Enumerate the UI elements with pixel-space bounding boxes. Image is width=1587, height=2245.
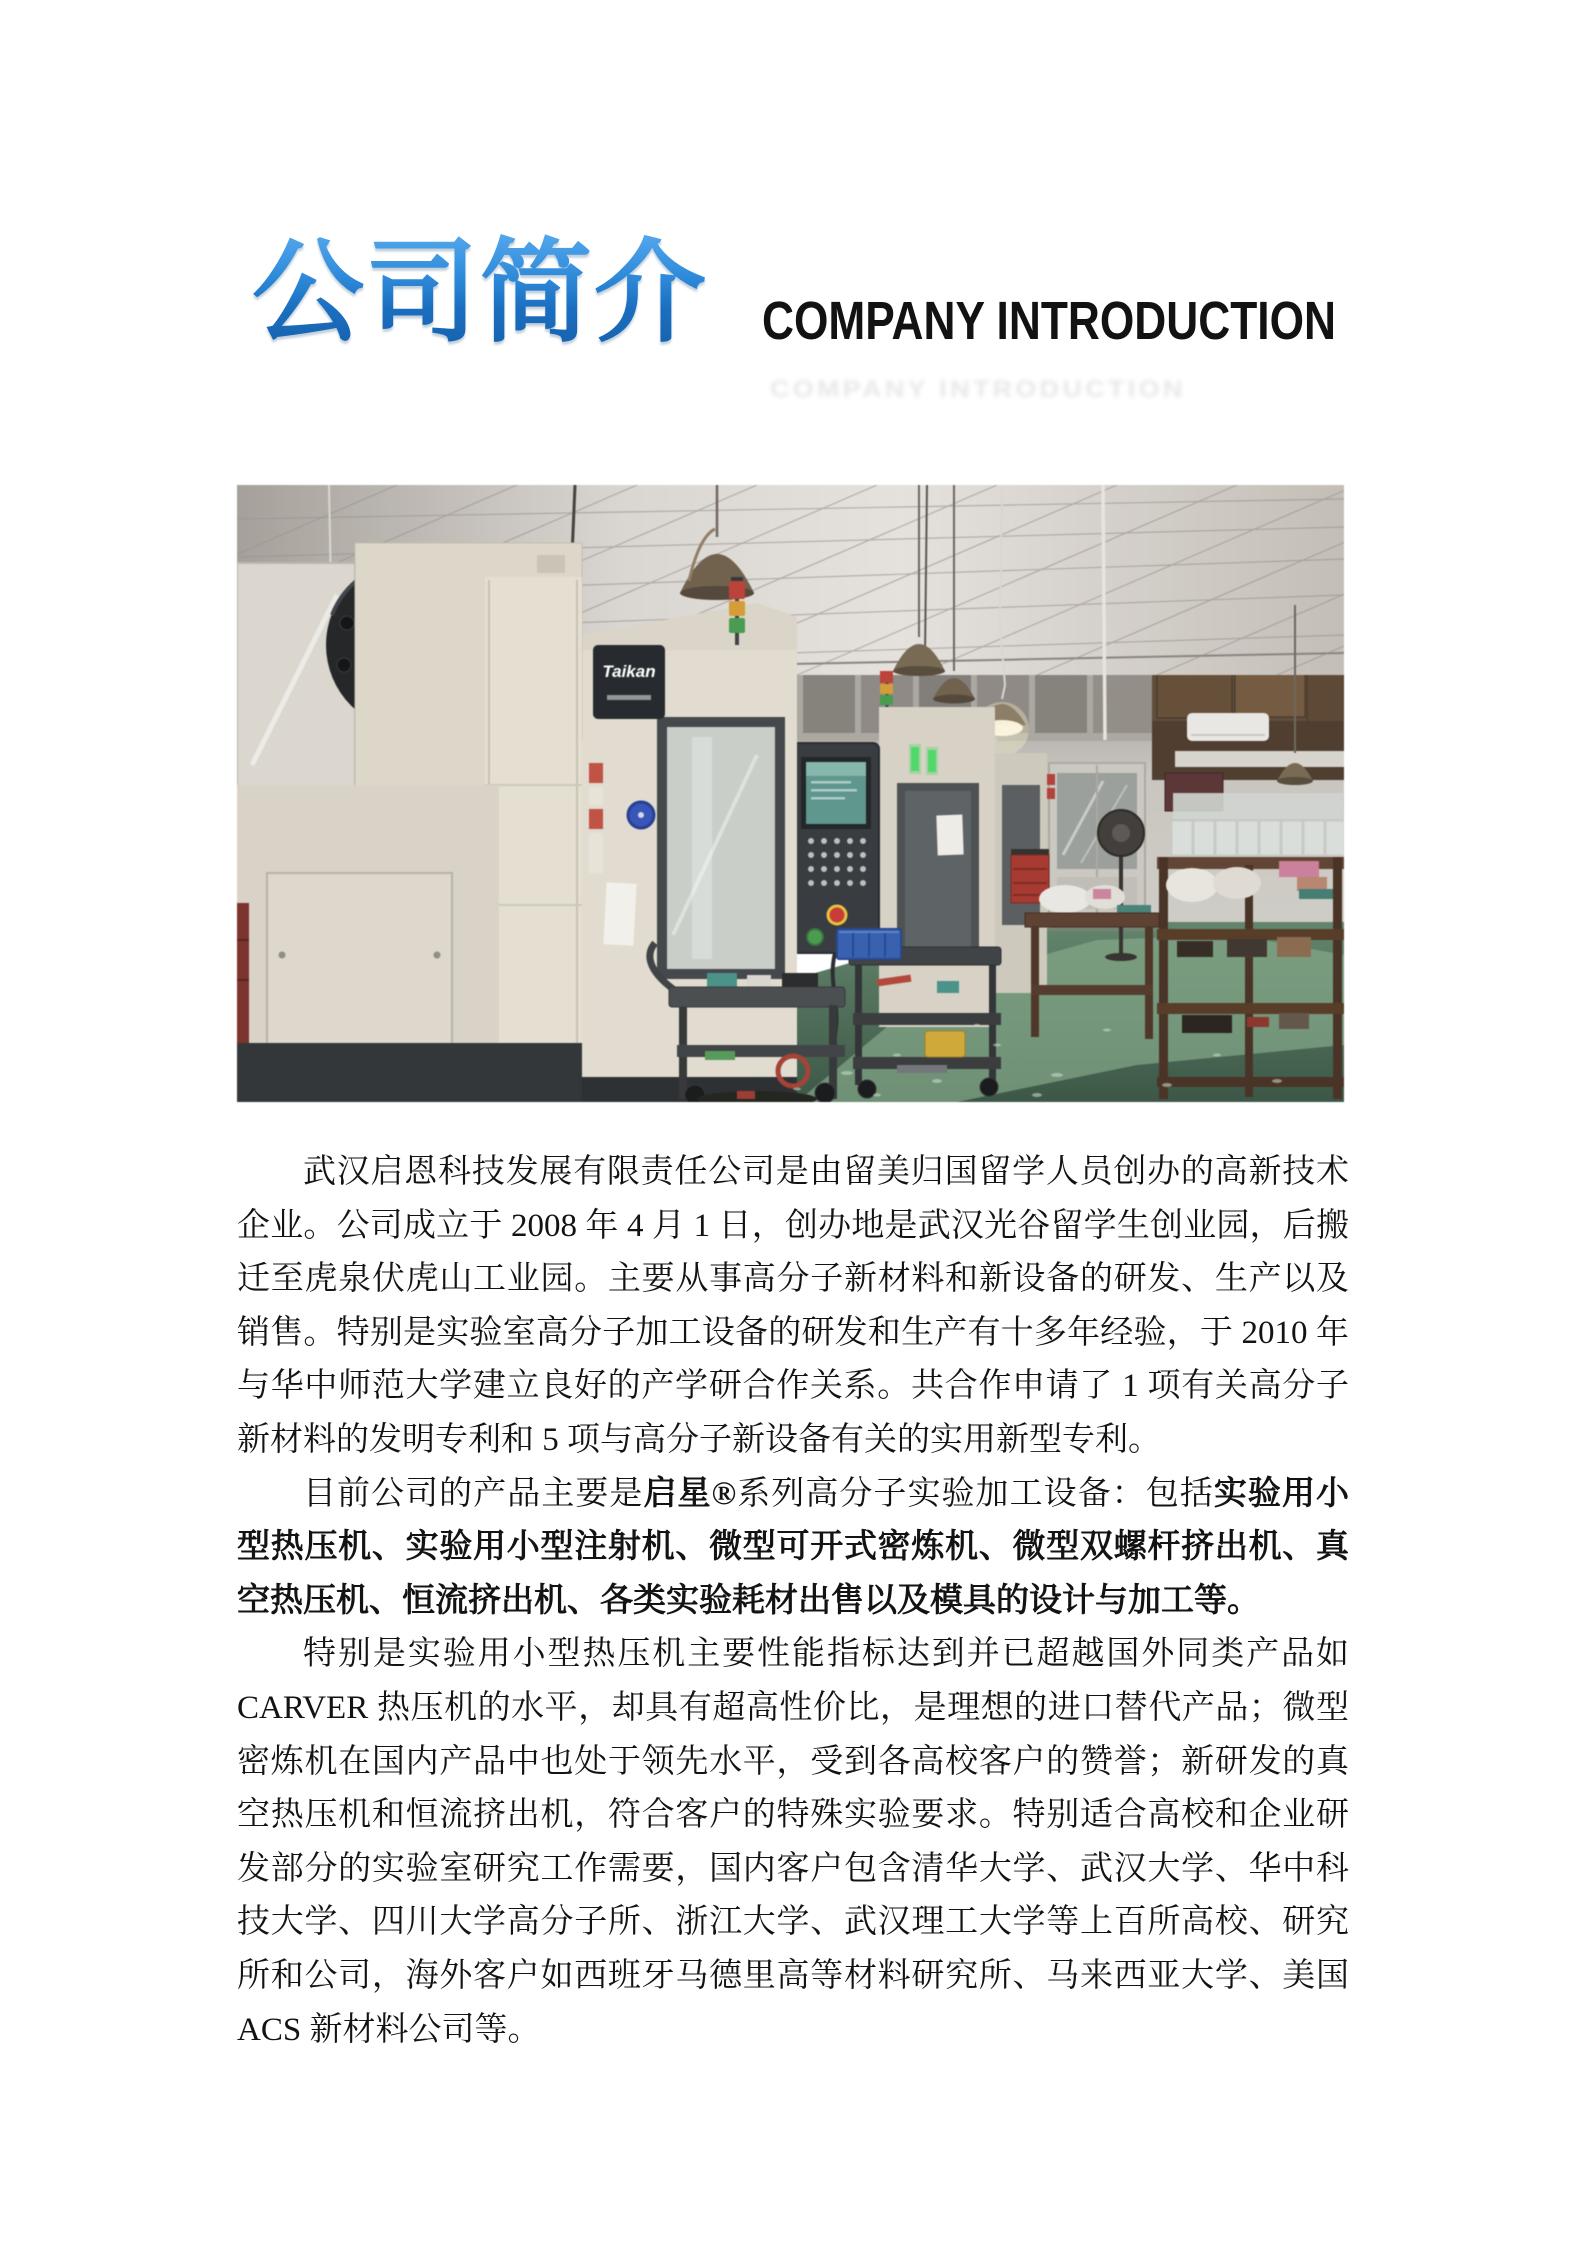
body-paragraph-1 <box>237 1146 1349 1468</box>
ghost-title-reflection: COMPANY INTRODUCTION <box>770 376 1186 403</box>
page-title-chinese: 公司简介 <box>252 230 708 355</box>
photo-wash-overlay <box>237 485 1344 1102</box>
text-run: 系列高分子实验加工设备：包括 <box>736 1475 1214 1512</box>
page-title-english: COMPANY INTRODUCTION <box>762 291 1336 351</box>
factory-photo <box>237 485 1344 1102</box>
bold-text-run: 实验用小型热压机、实验用小型注射机、微型可开式密炼机、微型双螺杆挤出机、真空热压机、恒流挤出机、各类实验耗材出售以及模具的设计与加工等。 <box>237 1475 1350 1619</box>
body-text <box>237 1146 1349 2057</box>
text-run: 目前公司的产品主要是 <box>303 1475 644 1512</box>
body-paragraph-3 <box>237 1628 1349 2057</box>
text-run: 特别是实验用小型热压机主要性能指标达到并已超越国外同类产品如 CARVER 热压机的水平，却具有超高性价比，是理想的进口替代产品；微型密炼机在国内产品中也处于领先水平，受到各高校客户的赞誉；新研发的真空热压机和恒流挤出机，符合客户的特殊实验要求。特别适合高校和企业研发部分的实验室研究工作需要，国内客户包含清华大学、武汉大学、华中科技大学、四川大学高分子所、浙江大学、武汉理工大学等上百所高校、研究所和公司，海外客户如西班牙马德里高等材料研究所、马来西亚大学、美国 ACS 新材料公司等。 <box>237 1636 1349 2048</box>
body-paragraph-2 <box>237 1468 1349 1629</box>
machine-brand-label: Taikan <box>602 662 656 681</box>
text-run: 武汉启恩科技发展有限责任公司是由留美归国留学人员创办的高新技术企业。公司成立于 2008 年 4 月 1 日，创办地是武汉光谷留学生创业园，后搬迁至虎泉伏虎山工业园。主要从事高分子新材料和新设备的研发、生产以及销售。特别是实验室高分子加工设备的研发和生产有十多年经验，于 2010 年与华中师范大学建立良好的产学研合作关系。共合作申请了 1 项有关高分子新材料的发明专利和 5 项与高分子新设备有关的实用新型专利。 <box>237 1154 1349 1458</box>
bold-text-run: 启星® <box>643 1475 737 1512</box>
